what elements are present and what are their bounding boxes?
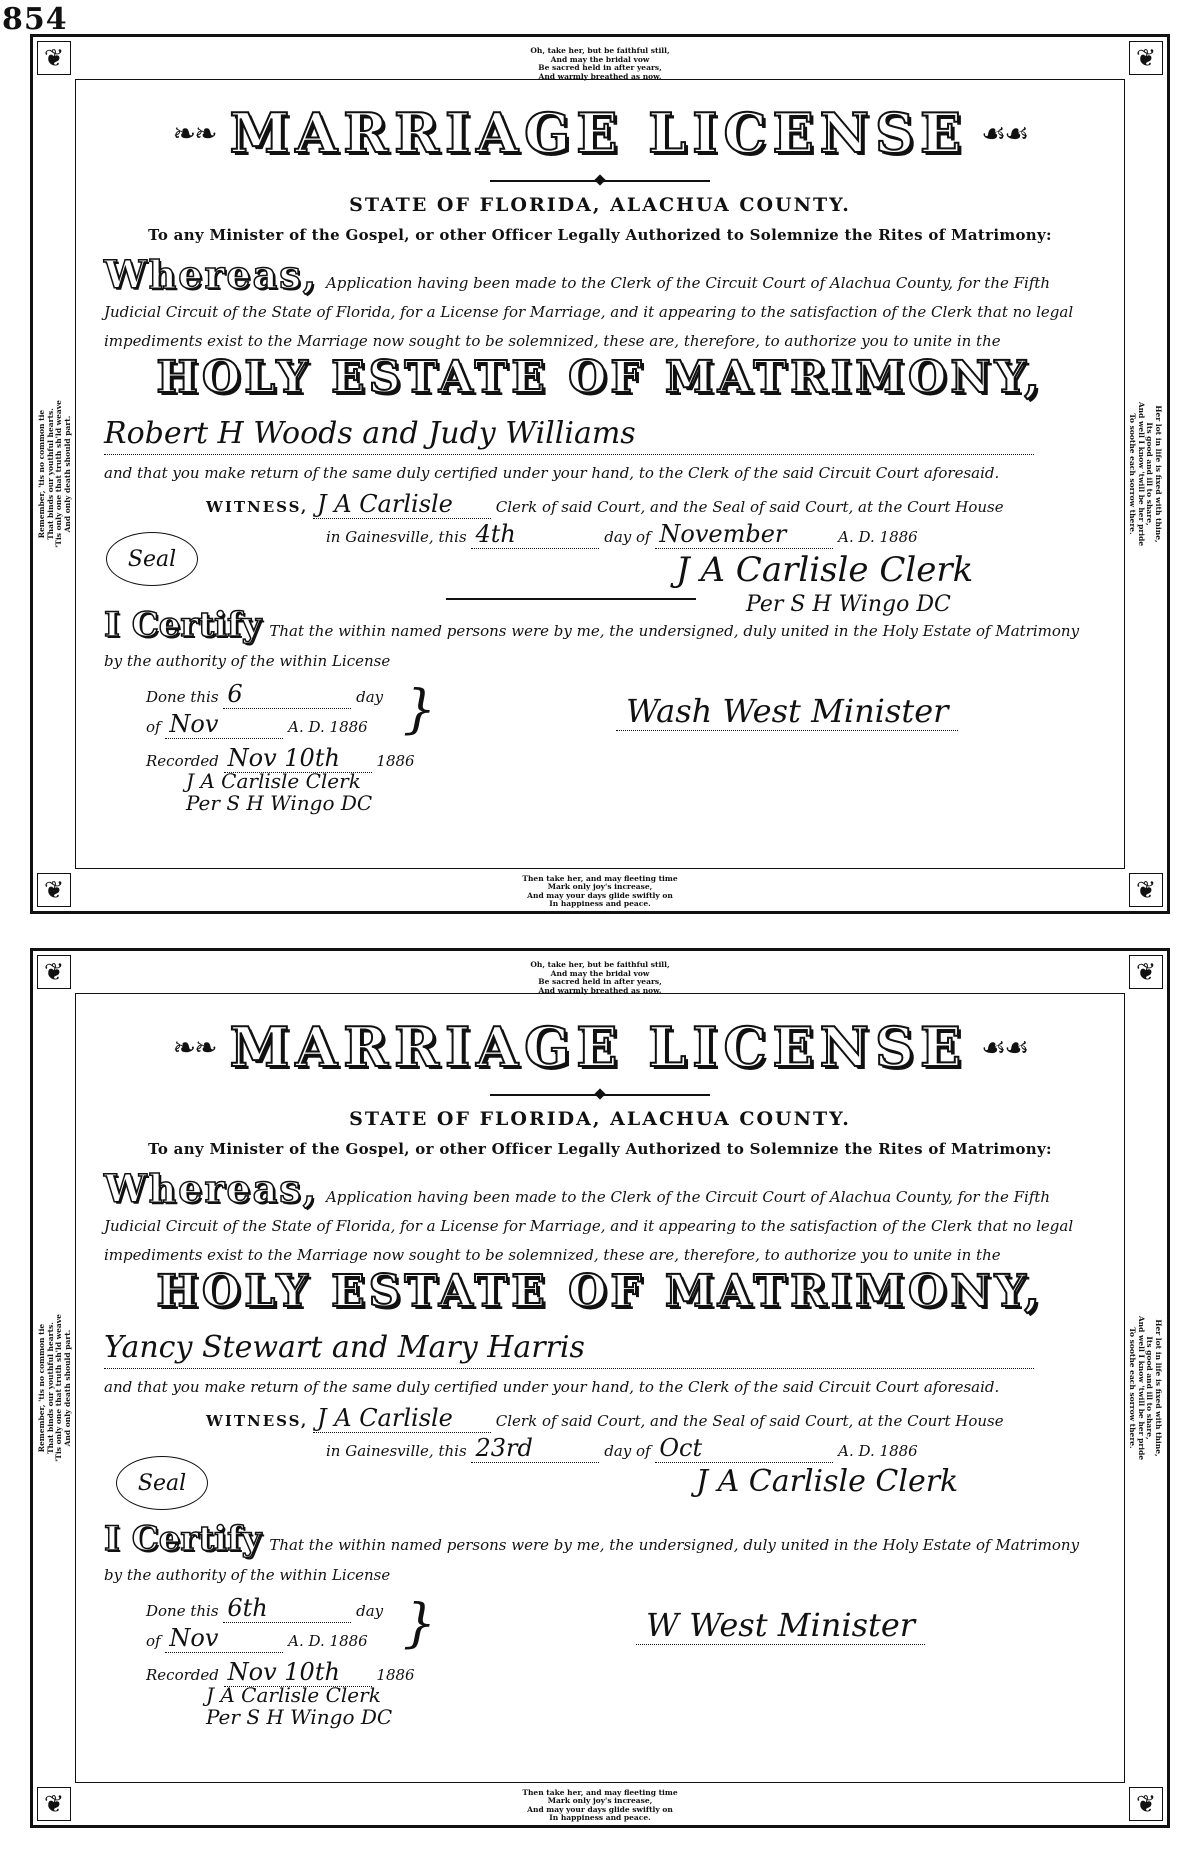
certify-paragraph: I Certify That the within named persons were by me, the undersigned, duly united in the Holy Estate of Matrimony by the authority of the within License <box>104 605 1080 670</box>
license-title: MARRIAGE LICENSE <box>229 101 968 165</box>
title-row <box>76 98 1124 168</box>
return-clause: and that you make return of the same duly certified under your hand, to the Clerk of the said Circuit Court aforesaid. <box>104 464 1000 482</box>
issue-date-line: in Gainesville, this 23rd day of Oct A. D. 1886 <box>326 1434 918 1462</box>
marriage-license-2 <box>30 948 1170 1828</box>
done-day: 6th <box>223 1594 351 1623</box>
whereas-heading: Whereas, <box>104 1166 318 1211</box>
clerk-signature: J A Carlisle Clerk <box>676 550 974 590</box>
deputy-signature: Per S H Wingo DC <box>746 592 951 617</box>
ornament-icon: ❦ <box>1129 41 1163 75</box>
brace-icon: } <box>402 680 436 740</box>
ornament-icon: ❦ <box>1129 873 1163 907</box>
ornament-icon: ❦ <box>37 41 71 75</box>
couple-names: Yancy Stewart and Mary Harris <box>104 1330 1034 1369</box>
recorded-clerk-signature: J A Carlisle Clerk Per S H Wingo DC <box>206 1683 393 1729</box>
divider <box>446 598 696 600</box>
ornament-icon: ❦ <box>1129 1787 1163 1821</box>
witness-label: WITNESS, <box>206 1412 309 1430</box>
address-line: To any Minister of the Gospel, or other Officer Legally Authorized to Solemnize the Rites of Matrimony: <box>148 1140 1052 1158</box>
license-frame <box>75 993 1125 1783</box>
done-month: Nov <box>165 1624 283 1653</box>
state-county: STATE OF FLORIDA, ALACHUA COUNTY. <box>349 1108 851 1130</box>
state-county: STATE OF FLORIDA, ALACHUA COUNTY. <box>349 194 851 216</box>
done-block: Done this 6 day of Nov A. D. 1886 } <box>146 680 436 740</box>
witness-clerk-signature: J A Carlisle <box>313 490 491 519</box>
divider <box>490 1094 710 1096</box>
flourish-icon: ☙☙ <box>981 1030 1028 1064</box>
verse-top: Oh, take her, but be faithful still, And may the bridal vow Be sacred held in after years, And warmly breathed as now. <box>530 46 670 81</box>
certify-heading: I Certify <box>104 1519 262 1559</box>
whereas-heading: Whereas, <box>104 252 318 297</box>
minister-signature: W West Minister <box>636 1606 925 1645</box>
witness-clerk-signature: J A Carlisle <box>313 1404 491 1433</box>
ornament-icon: ❦ <box>1129 955 1163 989</box>
certify-heading: I Certify <box>104 605 262 645</box>
marriage-license-1 <box>30 34 1170 914</box>
verse-right: Her lot in life is fixed with thine, Its good and ill to share, And well I know 'twill be her pride To soothe each sorrow there. <box>1128 1315 1164 1461</box>
clerk-signature: J A Carlisle Clerk <box>696 1464 959 1499</box>
verse-left: Remember, 'tis no common tie That binds our youthful hearts. 'Tis only one that truth sh'ld weave And only death should part. <box>36 1314 72 1462</box>
verse-bottom: Then take her, and may fleeting time Mark only joy's increase, And may your days glide swiftly on In happiness and peace. <box>522 873 678 909</box>
done-block: Done this 6th day of Nov A. D. 1886 } <box>146 1594 436 1654</box>
flourish-icon: ☙☙ <box>981 116 1028 150</box>
flourish-icon: ❧❧ <box>172 1030 216 1064</box>
verse-left: Remember, 'tis no common tie That binds our youthful hearts. 'Tis only one that truth sh'ld weave And only death should part. <box>36 400 72 548</box>
done-day: 6 <box>223 680 351 709</box>
license-frame <box>75 79 1125 869</box>
done-month: Nov <box>165 710 283 739</box>
holy-estate-heading: HOLY ESTATE OF MATRIMONY, <box>156 1266 1044 1317</box>
verse-bottom: Then take her, and may fleeting time Mark only joy's increase, And may your days glide swiftly on In happiness and peace. <box>522 1787 678 1823</box>
seal-stamp: Seal <box>106 532 198 586</box>
witness-line: WITNESS, J A Carlisle Clerk of said Court, and the Seal of said Court, at the Court House <box>206 490 1004 518</box>
verse-top: Oh, take her, but be faithful still, And may the bridal vow Be sacred held in after years, And warmly breathed as now. <box>530 960 670 995</box>
couple-names: Robert H Woods and Judy Williams <box>104 416 1034 455</box>
whereas-paragraph: Whereas, Application having been made to the Clerk of the Circuit Court of Alachua County, for the Fifth Judicial Circuit of the State of Florida, for a License for Marriage, and it appearing to the satisfaction of the Clerk that no legal impediments exist to the Marriage now sought to be solemnized, these are, therefore, to authorize you to unite in the <box>104 1166 1074 1264</box>
recorded-clerk-signature: J A Carlisle Clerk Per S H Wingo DC <box>186 769 373 815</box>
recorded-block: Recorded Nov 10th 1886 <box>146 744 415 772</box>
ornament-icon: ❦ <box>37 1787 71 1821</box>
issued-month: Oct <box>655 1434 833 1463</box>
holy-estate-heading: HOLY ESTATE OF MATRIMONY, <box>156 352 1044 403</box>
seal-stamp: Seal <box>116 1456 208 1510</box>
issued-day: 23rd <box>471 1434 599 1463</box>
witness-line: WITNESS, J A Carlisle Clerk of said Court, and the Seal of said Court, at the Court House <box>206 1404 1004 1432</box>
issued-day: 4th <box>471 520 599 549</box>
page-number: 854 <box>2 2 68 37</box>
title-row <box>76 1012 1124 1082</box>
address-line: To any Minister of the Gospel, or other Officer Legally Authorized to Solemnize the Rites of Matrimony: <box>148 226 1052 244</box>
return-clause: and that you make return of the same duly certified under your hand, to the Clerk of the said Circuit Court aforesaid. <box>104 1378 1000 1396</box>
verse-right: Her lot in life is fixed with thine, Its good and ill to share, And well I know 'twill be her pride To soothe each sorrow there. <box>1128 401 1164 547</box>
certify-paragraph: I Certify That the within named persons were by me, the undersigned, duly united in the Holy Estate of Matrimony by the authority of the within License <box>104 1519 1080 1584</box>
issue-date-line: in Gainesville, this 4th day of November A. D. 1886 <box>326 520 918 548</box>
recorded-date: Nov 10th <box>224 1658 372 1687</box>
divider <box>490 180 710 182</box>
ornament-icon: ❦ <box>37 955 71 989</box>
brace-icon: } <box>402 1594 436 1654</box>
recorded-block: Recorded Nov 10th 1886 <box>146 1658 415 1686</box>
minister-signature: Wash West Minister <box>616 692 958 731</box>
recorded-date: Nov 10th <box>224 744 372 773</box>
flourish-icon: ❧❧ <box>172 116 216 150</box>
issued-month: November <box>655 520 833 549</box>
license-title: MARRIAGE LICENSE <box>229 1015 968 1079</box>
ornament-icon: ❦ <box>37 873 71 907</box>
whereas-paragraph: Whereas, Application having been made to the Clerk of the Circuit Court of Alachua County, for the Fifth Judicial Circuit of the State of Florida, for a License for Marriage, and it appearing to the satisfaction of the Clerk that no legal impediments exist to the Marriage now sought to be solemnized, these are, therefore, to authorize you to unite in the <box>104 252 1074 350</box>
witness-label: WITNESS, <box>206 498 309 516</box>
